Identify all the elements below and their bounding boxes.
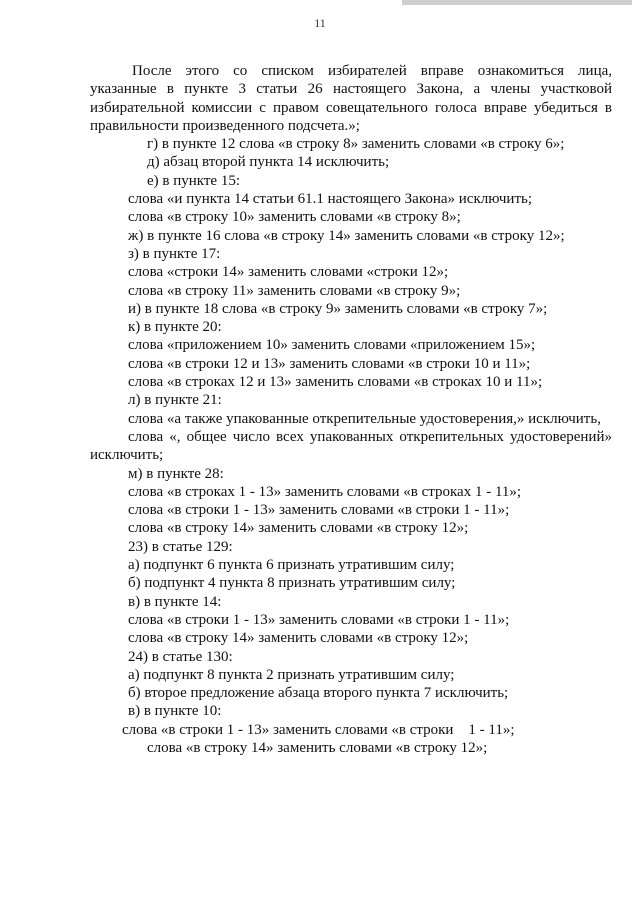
scan-edge-bar [402, 0, 632, 5]
text-line: а) подпункт 6 пункта 6 признать утратившим силу; [128, 557, 455, 574]
text-line: е) в пункте 15: [147, 172, 241, 189]
text-line: избирательной комиссии с правом совещательного голоса вправе убедиться в [90, 99, 612, 116]
text-line: 24) в статье 130: [128, 648, 233, 665]
text-line: г) в пункте 12 слова «в строку 8» заменить словами «в строку 6»; [147, 136, 565, 153]
text-line: слова «в строки 1 - 13» заменить словами «в строки 1 - 11»; [128, 502, 510, 519]
text-line: После этого со списком избирателей вправе ознакомиться лица, [132, 63, 612, 79]
text-line: слова «в строки 1 - 13» заменить словами «в строки 1 - 11»; [122, 721, 515, 738]
text-line: ж) в пункте 16 слова «в строку 14» заменить словами «в строку 12»; [128, 227, 565, 244]
page-number: 11 [314, 16, 326, 30]
text-line: слова «в строку 10» заменить словами «в строку 8»; [128, 209, 461, 226]
text-line: слова «в строках 1 - 13» заменить словами «в строках 1 - 11»; [128, 483, 522, 500]
text-line: б) подпункт 4 пункта 8 признать утратившим силу; [128, 575, 456, 592]
text-line: 23) в статье 129: [128, 538, 233, 555]
text-line: слова «а также упакованные открепительные удостоверения,» исключить, [128, 410, 601, 427]
text-line: к) в пункте 20: [128, 319, 222, 336]
text-line: слова «и пункта 14 статьи 61.1 настоящего Закона» исключить; [128, 191, 533, 208]
text-line: указанные в пункте 3 статьи 26 настоящего Закона, а члены участковой [90, 81, 612, 98]
text-line: слова «приложением 10» заменить словами «приложением 15»; [128, 337, 536, 354]
text-line: а) подпункт 8 пункта 2 признать утратившим силу; [128, 666, 455, 683]
text-line: д) абзац второй пункта 14 исключить; [147, 154, 390, 171]
text-line: слова «в строку 14» заменить словами «в строку 12»; [128, 520, 469, 537]
text-line: б) второе предложение абзаца второго пункта 7 исключить; [128, 685, 509, 702]
text-line: слова «в строках 12 и 13» заменить словами «в строках 10 и 11»; [128, 374, 543, 391]
text-line: исключить; [90, 447, 164, 464]
text-line: слова «в строки 1 - 13» заменить словами «в строки 1 - 11»; [128, 611, 510, 628]
text-line: слова «в строку 14» заменить словами «в строку 12»; [128, 630, 469, 647]
text-line: и) в пункте 18 слова «в строку 9» заменить словами «в строку 7»; [128, 300, 548, 317]
text-line: з) в пункте 17: [128, 245, 221, 262]
text-line: слова «в строку 14» заменить словами «в строку 12»; [147, 739, 488, 756]
text-line: правильности произведенного подсчета.»; [90, 117, 360, 134]
text-line: слова «в строку 11» заменить словами «в строку 9»; [128, 282, 461, 299]
text-line: в) в пункте 14: [128, 593, 222, 610]
text-line: м) в пункте 28: [128, 465, 224, 482]
text-line: слова «, общее число всех упакованных открепительных удостоверений» [128, 428, 612, 445]
text-line: слова «в строки 12 и 13» заменить словами «в строки 10 и 11»; [128, 355, 531, 372]
text-line: л) в пункте 21: [128, 392, 222, 409]
text-line: в) в пункте 10: [128, 703, 222, 720]
text-line: слова «строки 14» заменить словами «строки 12»; [128, 264, 449, 281]
document-body [90, 62, 612, 757]
